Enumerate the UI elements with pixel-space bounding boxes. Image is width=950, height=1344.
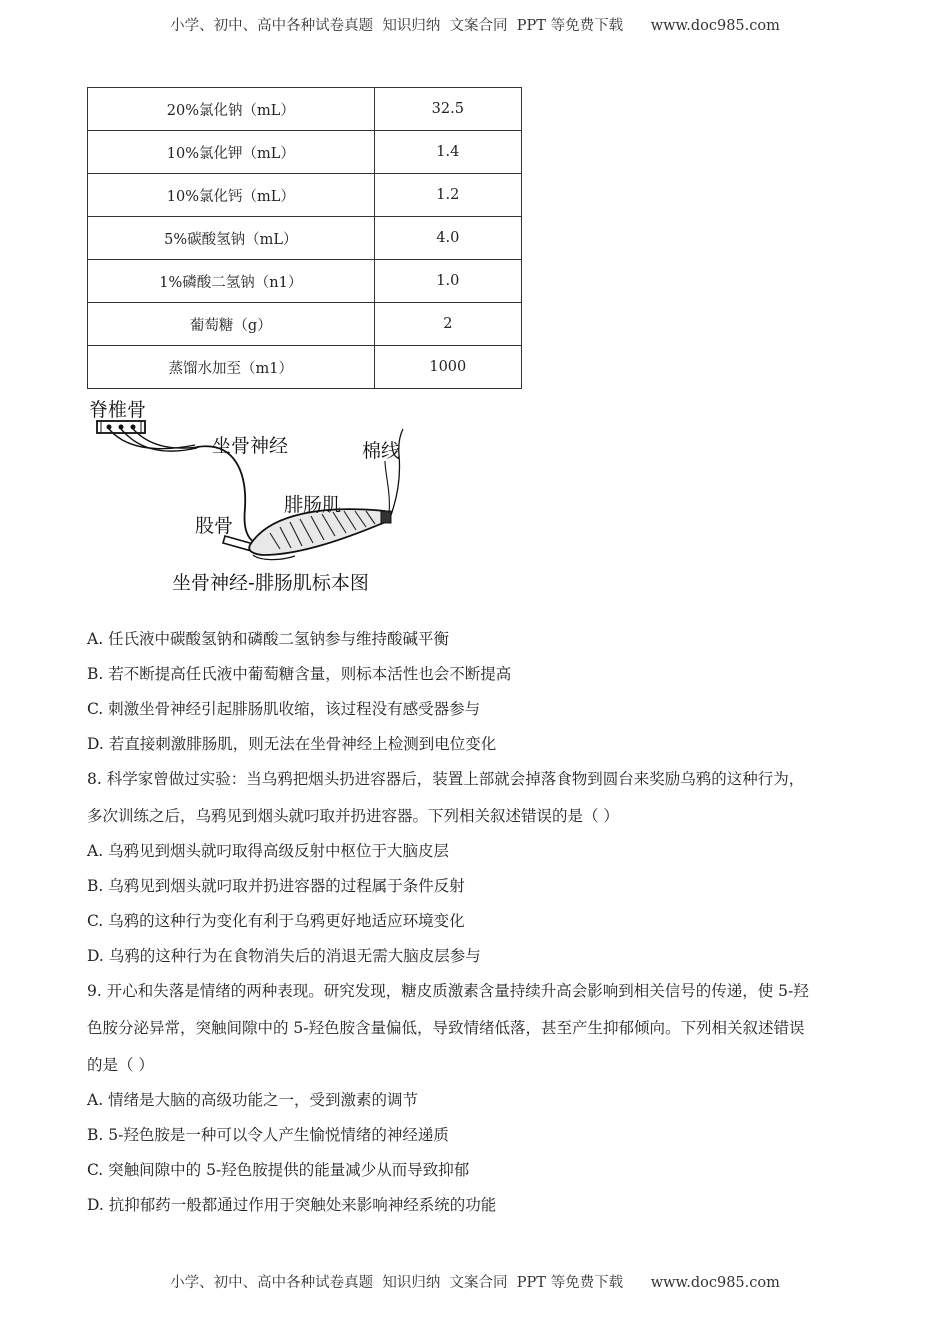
q9-option-d: D. 抗抑郁药一般都通过作用于突触处来影响神经系统的功能 <box>87 1196 497 1214</box>
table-row <box>88 174 522 217</box>
table-row <box>88 346 522 389</box>
q7-option-d: D. 若直接刺激腓肠肌，则无法在坐骨神经上检测到电位变化 <box>87 735 497 753</box>
reagent-name-cell: 10%氯化钾（mL） <box>88 131 375 174</box>
gastrocnemius-label: 腓肠肌 <box>284 494 342 516</box>
reagent-name-cell: 20%氯化钠（mL） <box>88 88 375 131</box>
sciatic-gastrocnemius-figure <box>85 393 405 598</box>
table-row <box>88 303 522 346</box>
reagent-amount-cell: 1000 <box>374 346 521 389</box>
q9-stem-line-2: 色胺分泌异常，突触间隙中的 5-羟色胺含量偏低，导致情绪低落，甚至产生抑郁倾向。下列相关叙述错误 <box>87 1019 805 1037</box>
table-row <box>88 88 522 131</box>
q8-option-c: C. 乌鸦的这种行为变化有利于乌鸦更好地适应环境变化 <box>87 912 465 930</box>
q8-stem-line-2: 多次训练之后，乌鸦见到烟头就叼取并扔进容器。下列相关叙述错误的是（ ） <box>87 807 619 825</box>
q9-option-c: C. 突触间隙中的 5-羟色胺提供的能量减少从而导致抑郁 <box>87 1161 470 1179</box>
reagent-amount-cell: 1.2 <box>374 174 521 217</box>
table-row <box>88 260 522 303</box>
reagent-name-cell: 葡萄糖（g） <box>88 303 375 346</box>
reagent-amount-cell: 4.0 <box>374 217 521 260</box>
reagent-amount-cell: 2 <box>374 303 521 346</box>
sciatic-nerve-label: 坐骨神经 <box>212 435 289 457</box>
reagent-amount-cell: 32.5 <box>374 88 521 131</box>
q8-option-d: D. 乌鸦的这种行为在食物消失后的消退无需大脑皮层参与 <box>87 947 481 965</box>
q7-option-c: C. 刺激坐骨神经引起腓肠肌收缩，该过程没有感受器参与 <box>87 700 481 718</box>
reagent-name-cell: 1%磷酸二氢钠（n1） <box>88 260 375 303</box>
table-row <box>88 131 522 174</box>
q7-option-b: B. 若不断提高任氏液中葡萄糖含量，则标本活性也会不断提高 <box>87 665 512 683</box>
q9-option-b: B. 5-羟色胺是一种可以令人产生愉悦情绪的神经递质 <box>87 1126 449 1144</box>
reagent-name-cell: 蒸馏水加至（m1） <box>88 346 375 389</box>
femur-label: 股骨 <box>195 515 234 537</box>
ringer-solution-table <box>87 87 522 389</box>
reagent-amount-cell: 1.4 <box>374 131 521 174</box>
thread-label: 棉线 <box>362 440 401 462</box>
q9-stem-line-3: 的是（ ） <box>87 1056 154 1074</box>
reagent-name-cell: 5%碳酸氢钠（mL） <box>88 217 375 260</box>
page-header: 小学、初中、高中各种试卷真题 知识归纳 文案合同 PPT 等免费下载 www.doc985.com <box>170 18 780 34</box>
q9-option-a: A. 情绪是大脑的高级功能之一，受到激素的调节 <box>87 1091 419 1109</box>
q7-option-a: A. 任氏液中碳酸氢钠和磷酸二氢钠参与维持酸碱平衡 <box>87 630 450 648</box>
reagent-amount-cell: 1.0 <box>374 260 521 303</box>
reagent-name-cell: 10%氯化钙（mL） <box>88 174 375 217</box>
q9-stem-line-1: 9. 开心和失落是情绪的两种表现。研究发现，糖皮质激素含量持续升高会影响到相关信号的传递，使 5-羟 <box>87 982 809 1000</box>
q8-option-a: A. 乌鸦见到烟头就叼取得高级反射中枢位于大脑皮层 <box>87 842 450 860</box>
q8-option-b: B. 乌鸦见到烟头就叼取并扔进容器的过程属于条件反射 <box>87 877 465 895</box>
page-footer: 小学、初中、高中各种试卷真题 知识归纳 文案合同 PPT 等免费下载 www.doc985.com <box>170 1275 780 1291</box>
table-row <box>88 217 522 260</box>
figure-caption: 坐骨神经-腓肠肌标本图 <box>172 572 369 594</box>
q8-stem-line-1: 8. 科学家曾做过实验：当乌鸦把烟头扔进容器后，装置上部就会掉落食物到圆台来奖励乌鸦的这种行为， <box>87 770 805 788</box>
spine-label: 脊椎骨 <box>89 399 147 421</box>
